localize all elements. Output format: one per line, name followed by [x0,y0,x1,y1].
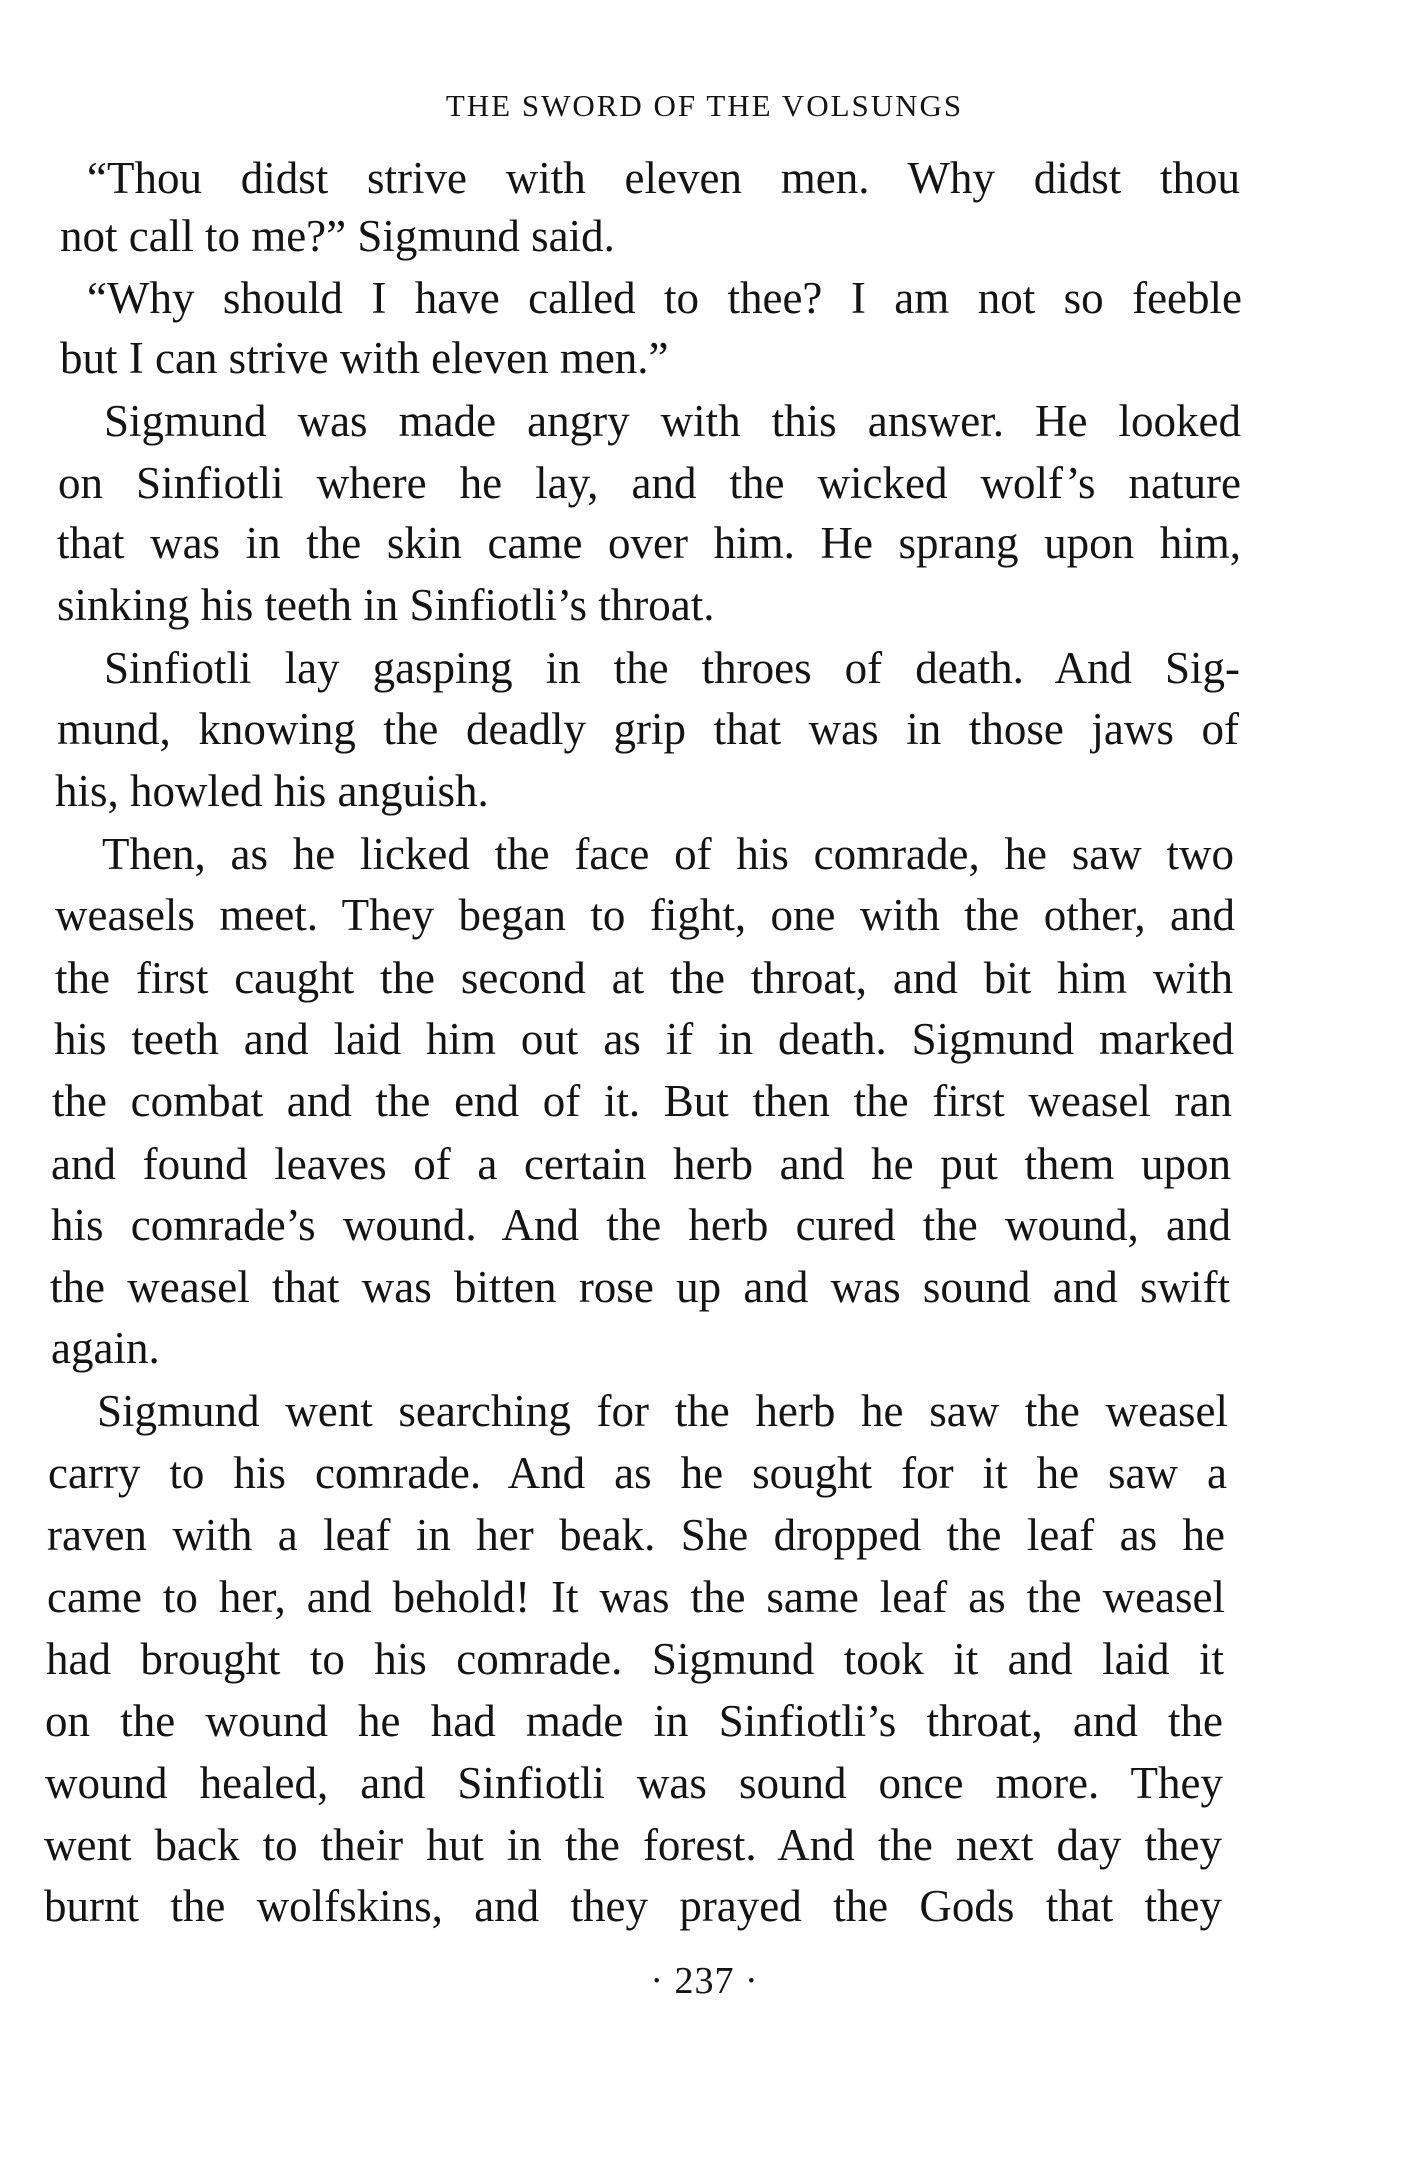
text-line: his teeth and laid him out as if in death. Sigmund marked [54,1014,1234,1064]
text-line: carry to his comrade. And as he sought for it he saw a [48,1448,1227,1498]
text-line: and found leaves of a certain herb and he put them upon [51,1139,1231,1189]
text-line: Then, as he licked the face of his comrade, he saw two [102,829,1234,879]
text-line: sinking his teeth in Sinfiotli’s throat. [57,580,715,630]
running-head: THE SWORD OF THE VOLSUNGS [445,88,964,123]
text-line: his, howled his anguish. [55,766,489,816]
text-line: the combat and the end of it. But then the first weasel ran [52,1076,1232,1126]
text-line: the first caught the second at the throat, and bit him with [55,953,1233,1003]
text-line: the weasel that was bitten rose up and was sound and swift [50,1262,1230,1312]
text-line: burnt the wolfskins, and they prayed the Gods that they [44,1881,1222,1931]
text-line: not call to me?” Sigmund said. [60,211,615,261]
text-line: Sigmund was made angry with this answer. He looked [104,396,1241,446]
text-line: raven with a leaf in her beak. She dropped the leaf as he [47,1510,1225,1560]
text-line: went back to their hut in the forest. And the next day they [44,1820,1222,1870]
text-line: that was in the skin came over him. He sprang upon him, [57,518,1241,568]
text-line: “Why should I have called to thee? I am not so feeble [87,273,1242,323]
text-line: his comrade’s wound. And the herb cured the wound, and [51,1200,1231,1250]
text-line: “Thou didst strive with eleven men. Why didst thou [87,153,1240,203]
text-line: Sinfiotli lay gasping in the throes of death. And Sig- [104,643,1240,693]
text-line: on Sinfiotli where he lay, and the wicked wolf’s nature [58,458,1241,508]
text-line: weasels meet. They began to fight, one with the other, and [55,890,1235,940]
text-line: Sigmund went searching for the herb he saw the weasel [97,1386,1228,1436]
text-line: had brought to his comrade. Sigmund took it and laid it [46,1634,1224,1684]
text-line: wound healed, and Sinfiotli was sound once more. They [45,1758,1223,1808]
text-line: on the wound he had made in Sinfiotli’s throat, and the [45,1696,1223,1746]
text-line: mund, knowing the deadly grip that was in those jaws of [57,704,1239,754]
text-line: came to her, and behold! It was the same leaf as the weasel [47,1572,1225,1622]
page-number: · 237 · [650,1960,759,2002]
text-line: but I can strive with eleven men.” [60,333,669,383]
text-line: again. [51,1323,160,1373]
